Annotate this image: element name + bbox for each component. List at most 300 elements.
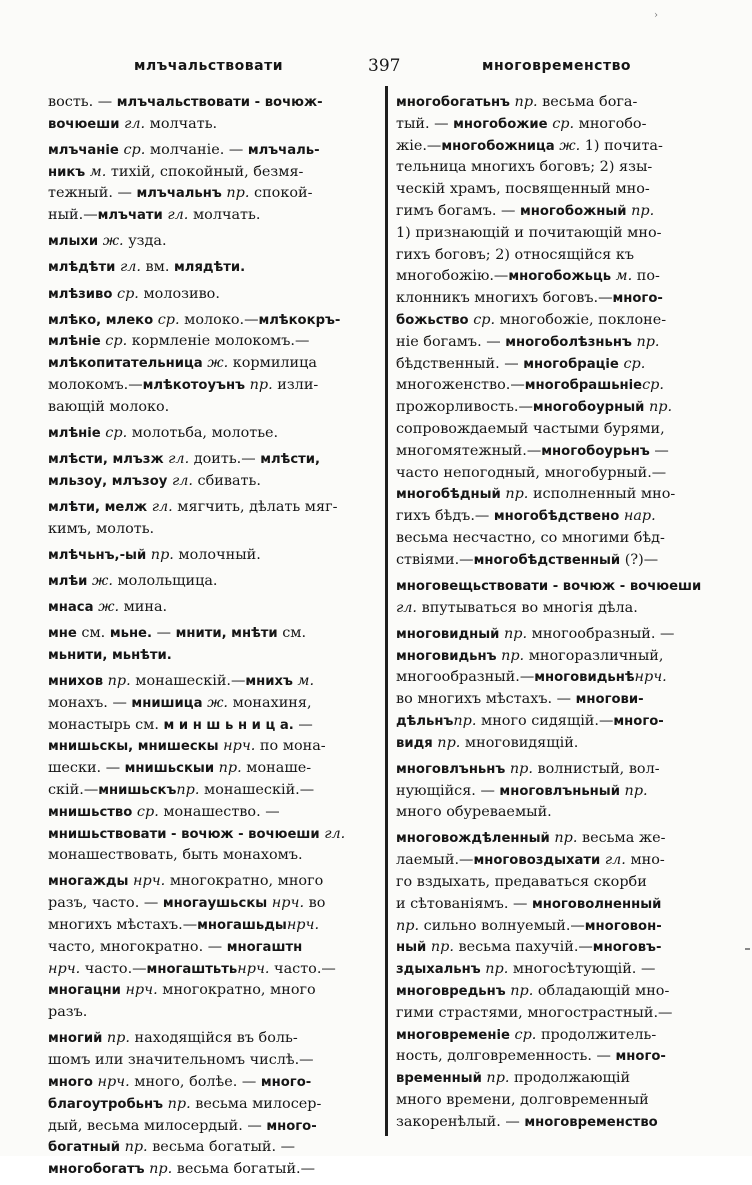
- left-column: [48, 92, 378, 1185]
- abbreviation: гл.: [396, 599, 418, 616]
- entry-line: [396, 266, 726, 288]
- column-divider: [385, 86, 388, 1136]
- text: молчаніе. —: [145, 141, 248, 158]
- entry-line: [396, 550, 726, 572]
- entry-line: [48, 780, 378, 802]
- text: гихъ боговъ; 2) относящійся къ: [396, 246, 634, 263]
- headword: многовредьнъ: [396, 984, 506, 1000]
- abbreviation: гл.: [124, 115, 146, 132]
- headword: млъчаніе: [48, 142, 119, 158]
- abbreviation: пр.: [150, 546, 174, 563]
- headword: млѣзиво: [48, 286, 113, 302]
- headword: многобожьць: [508, 269, 612, 285]
- abbreviation: пр.: [486, 1070, 510, 1087]
- text: многоразличный,: [524, 647, 664, 664]
- entry-line: [396, 484, 726, 506]
- dictionary-entry: [396, 576, 726, 620]
- headword: многобожие: [453, 116, 548, 132]
- entry-line: [396, 689, 726, 711]
- abbreviation: ж.: [98, 599, 120, 615]
- entry-line: [396, 981, 726, 1003]
- entry-line: [396, 419, 726, 441]
- entry-line: [48, 140, 378, 162]
- text: многосѣтующій. —: [508, 961, 656, 978]
- entry-line: [396, 223, 726, 245]
- headword: мнишьскы, мнишескы: [48, 739, 219, 755]
- abbreviation: ср.: [473, 311, 496, 328]
- text: мина.: [119, 599, 168, 615]
- abbreviation: нар.: [623, 508, 656, 525]
- text: вм.: [140, 259, 175, 276]
- entry-line: [396, 245, 726, 267]
- headword: многовъ-: [592, 940, 662, 956]
- headword: мне: [48, 626, 77, 642]
- entry-line: [48, 183, 378, 205]
- entry-line: [48, 693, 378, 715]
- text: сопровождаемый частыми бурями,: [396, 420, 665, 437]
- abbreviation: пр.: [510, 983, 534, 1000]
- text: продолжающій: [509, 1070, 631, 1087]
- headword: млѣти, мелж: [48, 499, 148, 515]
- text: часто.—: [80, 960, 147, 977]
- text: 1) почита-: [580, 137, 663, 154]
- dictionary-entry: [48, 231, 378, 253]
- entry-line: [48, 645, 378, 667]
- headword: м и н ш ь н и ц а.: [163, 717, 294, 733]
- text: —: [649, 442, 669, 459]
- headword: многовидьнъ: [396, 648, 497, 664]
- text: весьма бога-: [537, 94, 638, 110]
- dictionary-entry: [48, 257, 378, 279]
- text: весьма богатый.—: [172, 1161, 316, 1178]
- text: лаемый.—: [396, 852, 474, 869]
- headword: млядѣти.: [174, 260, 246, 276]
- dictionary-entry: [48, 1028, 378, 1181]
- headword: многоволненный: [531, 896, 662, 912]
- abbreviation: пр.: [554, 830, 578, 847]
- text: многобожію.—: [396, 268, 509, 285]
- text: молотьба, молотье.: [127, 424, 279, 441]
- entry-line: [396, 310, 726, 332]
- dictionary-entry: [396, 828, 726, 1133]
- entry-line: [48, 871, 378, 893]
- headword: многовременство: [524, 1114, 658, 1130]
- headword: многобожный: [519, 203, 627, 219]
- entry-line: [48, 1116, 378, 1138]
- headword: мнишьствовати - вочюж - вочюеши: [48, 826, 320, 842]
- abbreviation: нрч.: [634, 669, 667, 686]
- entry-line: [396, 576, 726, 598]
- headword: временный: [396, 1071, 482, 1087]
- entry-line: [396, 937, 726, 959]
- text: тельница многихъ боговъ; 2) язы-: [396, 159, 653, 176]
- abbreviation: пр.: [505, 486, 529, 503]
- entry-line: [396, 711, 726, 733]
- text: молчать.: [188, 207, 261, 224]
- entry-line: [48, 205, 378, 227]
- headword: видя: [396, 735, 433, 751]
- headword: мнишьскыи: [124, 761, 215, 777]
- text: го вздыхать, предаваться скорби: [396, 874, 647, 891]
- text: весьма милосер-: [190, 1095, 322, 1112]
- text: весьма богатый. —: [147, 1139, 296, 1156]
- entry-line: [396, 733, 726, 755]
- headword: мльзоу, млъзоу: [48, 473, 168, 489]
- abbreviation: гл.: [168, 451, 190, 468]
- entry-line: [48, 423, 378, 445]
- abbreviation: ср.: [623, 355, 646, 372]
- text: молольщица.: [112, 572, 218, 589]
- dictionary-entry: [48, 571, 378, 593]
- entry-line: [48, 397, 378, 419]
- entry-line: [396, 828, 726, 850]
- entry-line: [396, 850, 726, 872]
- headword: млыхи: [48, 234, 99, 250]
- text: гими страстями, многострастный.—: [396, 1004, 673, 1021]
- entry-line: [48, 571, 378, 593]
- headword: многовидьнѣ: [534, 670, 635, 686]
- text: впутываться во многія дѣла.: [417, 599, 638, 616]
- headword: многови-: [575, 692, 644, 708]
- abbreviation: нрч.: [237, 960, 270, 977]
- headword: многашьды: [197, 918, 287, 934]
- text: по-: [632, 268, 660, 285]
- entry-line: [48, 331, 378, 353]
- margin-mark: [745, 948, 750, 950]
- headword: многобраціе: [523, 356, 619, 372]
- headword: много-: [266, 1118, 317, 1134]
- text: ный.—: [48, 207, 98, 224]
- text: жіе.—: [396, 137, 442, 154]
- abbreviation: пр.: [624, 782, 648, 799]
- abbreviation: ж.: [91, 572, 113, 589]
- headword: божьство: [396, 312, 469, 328]
- abbreviation: ср.: [105, 333, 128, 350]
- headword: многовидный: [396, 626, 500, 642]
- text: тежный. —: [48, 185, 137, 202]
- headword: млѣдѣти: [48, 260, 116, 276]
- entry-line: [396, 1068, 726, 1090]
- headword: многобѣдствено: [493, 509, 620, 525]
- abbreviation: нрч.: [271, 895, 305, 912]
- abbreviation: ж.: [207, 694, 228, 711]
- headword: мнишьскъ: [98, 782, 177, 798]
- headword: благоутробьнъ: [48, 1096, 164, 1112]
- headword: вочюеши: [48, 116, 120, 132]
- headword: млѣчьнъ,-ый: [48, 547, 147, 563]
- text: монашескій.—: [199, 781, 315, 798]
- dictionary-entry: [48, 284, 378, 306]
- headword: млѣкотоуънъ: [142, 378, 246, 394]
- running-head: [52, 56, 724, 78]
- text: много, болѣе. —: [129, 1073, 261, 1090]
- abbreviation: пр.: [167, 1095, 191, 1112]
- text: исполненный мно-: [528, 486, 676, 503]
- abbreviation: гл.: [119, 259, 141, 276]
- text: ніе богамъ. —: [396, 333, 506, 350]
- entry-line: [396, 528, 726, 550]
- text: бѣдственный. —: [396, 355, 524, 372]
- headword: многобожница: [441, 138, 555, 154]
- text: изли-: [272, 377, 319, 394]
- entry-line: [48, 284, 378, 306]
- abbreviation: ср.: [642, 377, 664, 394]
- text: мягчить, дѣлать мяг-: [172, 498, 338, 515]
- abbreviation: пр.: [648, 399, 673, 416]
- text: 1) признающій и почитающій мно-: [396, 224, 662, 241]
- abbreviation: ср.: [157, 311, 180, 328]
- text: весьма пахучій.—: [453, 939, 593, 956]
- dictionary-entry: [48, 310, 378, 419]
- text: по мона-: [255, 738, 326, 755]
- text: многообразный.—: [396, 669, 535, 686]
- entry-line: [48, 1159, 378, 1181]
- text: см.: [277, 625, 307, 642]
- text: молозиво.: [138, 285, 220, 302]
- text: молочный.: [173, 546, 261, 563]
- headword: многовлъньнъ: [396, 761, 506, 777]
- text: часто непогодный, многобурный.—: [396, 464, 667, 481]
- headword: многий: [48, 1031, 103, 1047]
- entry-line: [396, 506, 726, 528]
- text: (?)—: [620, 551, 659, 568]
- abbreviation: пр.: [636, 333, 660, 350]
- headword: многобѣдственный: [473, 552, 621, 568]
- headword: млъчаль-: [247, 142, 320, 158]
- entry-line: [48, 497, 378, 519]
- abbreviation: нрч.: [48, 960, 81, 977]
- entry-line: [48, 471, 378, 493]
- dictionary-entry: [48, 140, 378, 227]
- dictionary-entry: [48, 545, 378, 567]
- abbreviation: м.: [89, 163, 107, 180]
- text: вость. —: [48, 94, 117, 110]
- headword: многовещьствовати - вочюж - вочюеши: [396, 578, 702, 594]
- abbreviation: пр.: [453, 712, 477, 729]
- abbreviation: гл.: [604, 852, 626, 869]
- abbreviation: пр.: [396, 917, 420, 934]
- headword: млѣсти, млъзж: [48, 452, 164, 468]
- text: гихъ бѣдъ.—: [396, 508, 494, 525]
- text: монашество. —: [158, 803, 280, 820]
- dictionary-entry: [48, 449, 378, 493]
- abbreviation: пр.: [437, 734, 461, 751]
- entry-line: [48, 1050, 378, 1072]
- dictionary-entry: [48, 671, 378, 867]
- abbreviation: пр.: [124, 1139, 148, 1156]
- text: монастырь см.: [48, 716, 164, 733]
- entry-line: [48, 114, 378, 136]
- text: узда.: [123, 233, 167, 250]
- text: тихій, спокойный, безмя-: [106, 163, 304, 180]
- abbreviation: нрч.: [286, 917, 320, 934]
- headword: мнихов: [48, 673, 104, 689]
- abbreviation: гл.: [151, 498, 173, 515]
- headword: многовон-: [584, 918, 662, 934]
- text: молоко.—: [179, 311, 259, 328]
- text: многихъ мѣстахъ.—: [48, 917, 198, 934]
- entry-line: [396, 375, 726, 397]
- text: во многихъ мѣстахъ. —: [396, 691, 576, 708]
- text: много сидящій.—: [476, 712, 614, 729]
- dictionary-entry: [48, 597, 378, 619]
- page-number: 397: [368, 56, 401, 76]
- headword: мьнити, мьнѣти.: [48, 647, 172, 663]
- entry-line: [48, 545, 378, 567]
- headword: мьне.: [109, 626, 153, 642]
- abbreviation: ж.: [207, 355, 229, 372]
- entry-line: [396, 959, 726, 981]
- entry-line: [48, 1002, 378, 1024]
- entry-line: [396, 1025, 726, 1047]
- headword: многаштн: [226, 939, 303, 955]
- text: ческій храмъ, посвященный мно-: [396, 181, 650, 198]
- abbreviation: пр.: [631, 202, 655, 219]
- entry-line: [396, 441, 726, 463]
- headword: многобогатъ: [48, 1162, 145, 1178]
- headword: млъчати: [97, 208, 163, 224]
- entry-line: [396, 759, 726, 781]
- abbreviation: м.: [615, 268, 633, 285]
- abbreviation: гл.: [167, 207, 189, 224]
- text: спокой-: [249, 185, 313, 202]
- text: весьма же-: [577, 830, 666, 847]
- dictionary-entry: [396, 759, 726, 824]
- headword: многовоздыхати: [473, 853, 601, 869]
- text: нующійся. —: [396, 782, 500, 799]
- entry-line: [48, 257, 378, 279]
- headword: многовлъньный: [499, 783, 620, 799]
- text: весьма несчастно, со многими бѣд-: [396, 529, 665, 546]
- text: кимъ, молоть.: [48, 520, 155, 537]
- entry-line: [396, 894, 726, 916]
- entry-line: [396, 397, 726, 419]
- abbreviation: ср.: [105, 424, 128, 441]
- entry-line: [396, 354, 726, 376]
- headword: богатный: [48, 1140, 120, 1156]
- headword: никъ: [48, 164, 86, 180]
- text: скій.—: [48, 781, 99, 798]
- headword: много-: [612, 291, 663, 307]
- abbreviation: пр.: [504, 625, 528, 642]
- entry-line: [396, 1003, 726, 1025]
- headword: мнити, мнѣти: [175, 626, 278, 642]
- text: волнистый, вол-: [532, 760, 660, 777]
- text: и сѣтованіямъ. —: [396, 895, 532, 912]
- text: многобожіе, поклоне-: [495, 311, 667, 328]
- text: молчать.: [145, 115, 218, 132]
- page-speck: ›: [654, 10, 658, 21]
- entry-line: [396, 114, 726, 136]
- headword: много-: [615, 1049, 666, 1065]
- abbreviation: пр.: [509, 760, 533, 777]
- text: мно-: [625, 852, 665, 869]
- headword: мнаса: [48, 600, 94, 615]
- dictionary-entry: [396, 624, 726, 755]
- headword: ный: [396, 940, 427, 956]
- text: многообразный. —: [527, 625, 675, 642]
- headword: многобоурный: [532, 400, 645, 416]
- text: многовидящій.: [460, 734, 579, 751]
- headword: млъчальнъ: [136, 186, 222, 202]
- entry-line: [396, 624, 726, 646]
- text: монахиня,: [228, 694, 312, 711]
- headword: многовождѣленный: [396, 831, 550, 847]
- entry-line: [396, 781, 726, 803]
- abbreviation: пр.: [485, 961, 509, 978]
- headword: мнишьство: [48, 804, 133, 820]
- text: вающій молоко.: [48, 398, 170, 415]
- headword: мнишица: [131, 695, 203, 711]
- dictionary-entry: [48, 497, 378, 541]
- running-head-right: многовременство: [482, 58, 632, 74]
- abbreviation: гл.: [171, 472, 193, 489]
- headword: млѣніе: [48, 334, 101, 350]
- text: многомятежный.—: [396, 442, 542, 459]
- headword: многобѣдный: [396, 487, 501, 503]
- entry-line: [48, 162, 378, 184]
- headword: многацни: [48, 983, 121, 999]
- abbreviation: пр.: [106, 1030, 130, 1047]
- headword: много-: [613, 713, 664, 729]
- entry-line: [48, 845, 378, 867]
- dictionary-entry: [48, 623, 378, 667]
- entry-line: [396, 136, 726, 158]
- text: много обуреваемый.: [396, 804, 552, 821]
- headword: млѣніе: [48, 425, 101, 441]
- entry-line: [48, 937, 378, 959]
- abbreviation: ср.: [136, 803, 159, 820]
- abbreviation: нрч.: [223, 738, 256, 755]
- entry-line: [48, 736, 378, 758]
- text: многократно, много: [165, 873, 324, 890]
- headword: многобогатьнъ: [396, 95, 510, 110]
- entry-line: [396, 598, 726, 620]
- abbreviation: пр.: [149, 1161, 173, 1178]
- headword: млѣкопитательница: [48, 356, 203, 372]
- headword: многобрашьніе: [524, 378, 643, 394]
- text: закоренѣлый. —: [396, 1113, 525, 1130]
- text: —: [152, 625, 176, 642]
- entry-line: [396, 157, 726, 179]
- entry-line: [48, 980, 378, 1002]
- entry-line: [48, 449, 378, 471]
- text: монашескій.—: [130, 672, 246, 689]
- text: кормленіе молокомъ.—: [127, 333, 310, 350]
- abbreviation: гл.: [324, 825, 346, 842]
- text: монахъ. —: [48, 694, 132, 711]
- headword: млѣко, млеко: [48, 312, 154, 328]
- text: кормилица: [228, 355, 317, 372]
- entry-line: [48, 231, 378, 253]
- running-head-left: млъчальствовати: [134, 58, 284, 74]
- text: часто.—: [269, 960, 336, 977]
- abbreviation: пр.: [249, 377, 273, 394]
- abbreviation: ср.: [552, 115, 575, 132]
- entry-line: [48, 671, 378, 693]
- entry-line: [396, 646, 726, 668]
- entry-line: [396, 667, 726, 689]
- entry-line: [396, 872, 726, 894]
- entry-line: [48, 1094, 378, 1116]
- abbreviation: нрч.: [97, 1073, 130, 1090]
- entry-line: [396, 1046, 726, 1068]
- entry-line: [396, 332, 726, 354]
- abbreviation: ж.: [102, 233, 124, 250]
- entry-line: [396, 201, 726, 223]
- abbreviation: пр.: [501, 647, 525, 664]
- entry-line: [396, 802, 726, 824]
